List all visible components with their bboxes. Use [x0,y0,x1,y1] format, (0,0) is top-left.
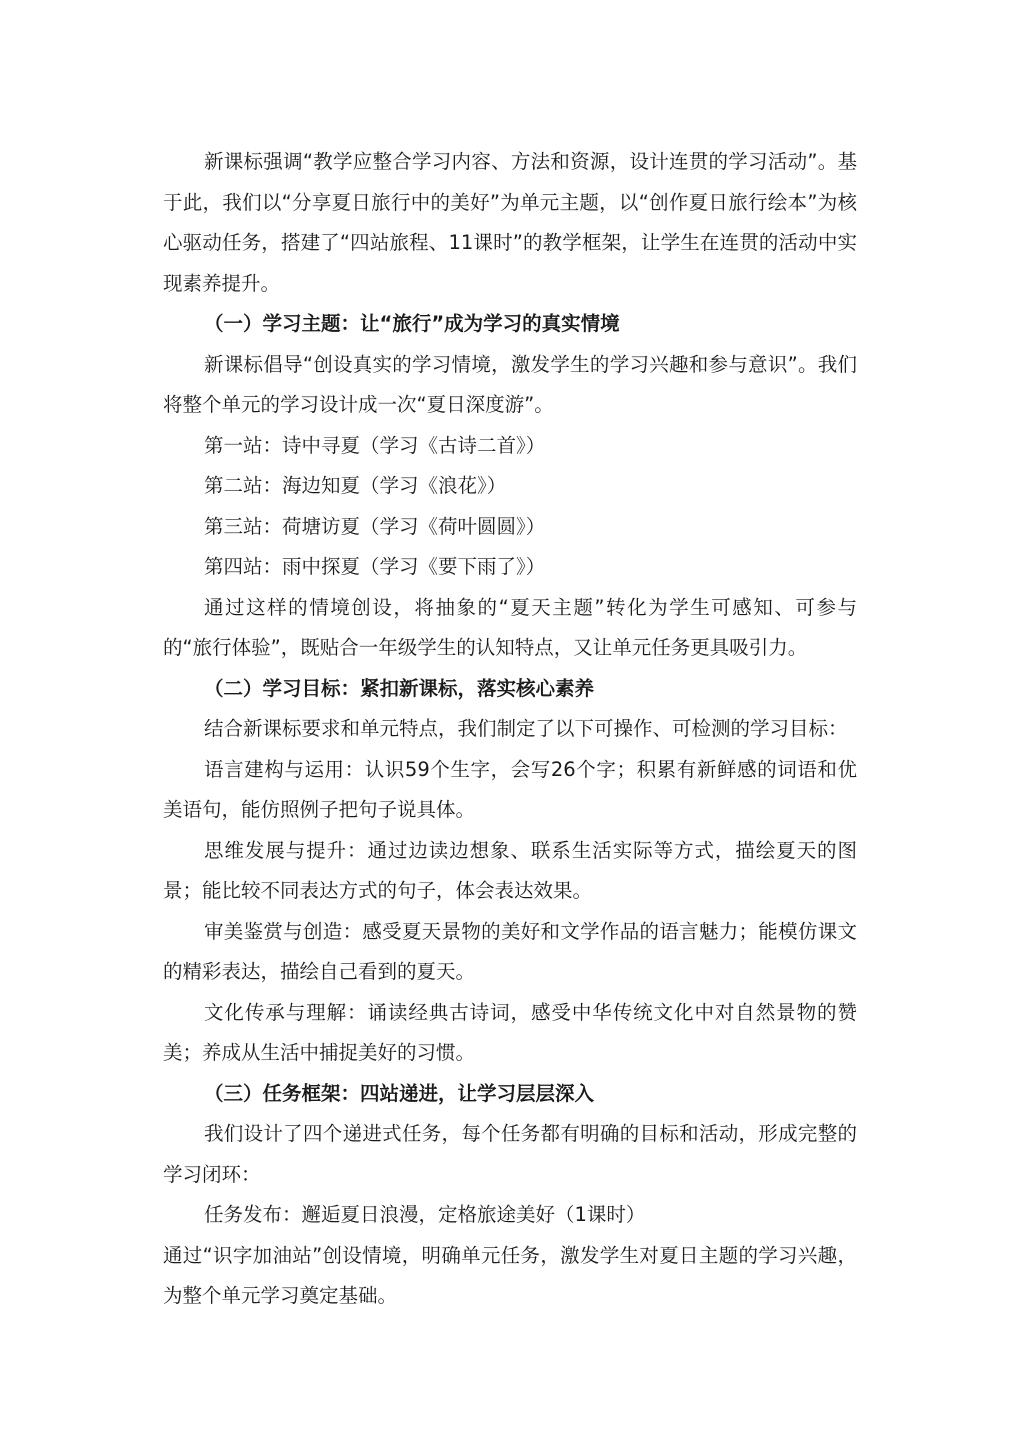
section2-heading: （二）学习目标：紧扣新课标，落实核心素养 [204,676,595,700]
section1-summary: 通过这样的情境创设，将抽象的“夏天主题”转化为学生可感知、可参与的“旅行体验”，既贴合一年级学生的认知特点，又让单元任务更具吸引力。 [163,595,857,659]
section1-paragraph: 新课标倡导“创设真实的学习情境，激发学生的学习兴趣和参与意识”。我们将整个单元的学习设计成一次“夏日深度游”。 [163,352,857,416]
task-description: 通过“识字加油站”创设情境，明确单元任务，激发学生对夏日主题的学习兴趣，为整个单元学习奠定基础。 [163,1243,857,1307]
station-2: 第二站：海边知夏（学习《浪花》） [204,474,507,497]
section3-heading: （三）任务框架：四站递进，让学习层层深入 [204,1081,595,1105]
goal-thinking: 思维发展与提升：通过边读边想象、联系生活实际等方式，描绘夏天的图景；能比较不同表达方式的句子，体会表达效果。 [163,838,857,902]
section2-paragraph: 结合新课标要求和单元特点，我们制定了以下可操作、可检测的学习目标： [204,717,848,740]
station-1: 第一站：诗中寻夏（学习《古诗二首》） [204,433,546,457]
goal-culture: 文化传承与理解：诵读经典古诗词，感受中华传统文化中对自然景物的赞美；养成从生活中捕捉美好的习惯。 [163,1000,857,1064]
document-page [163,142,857,1317]
section3-paragraph: 我们设计了四个递进式任务，每个任务都有明确的目标和活动，形成完整的学习闭环： [163,1122,857,1186]
task-title: 任务发布：邂逅夏日浪漫，定格旅途美好（1课时） [204,1203,646,1226]
station-3: 第三站：荷塘访夏（学习《荷叶圆圆》） [204,514,546,538]
station-4: 第四站：雨中探夏（学习《要下雨了》） [204,555,546,578]
section1-heading: （一）学习主题：让“旅行”成为学习的真实情境 [204,312,620,335]
intro-paragraph: 新课标强调“教学应整合学习内容、方法和资源，设计连贯的学习活动”。基于此，我们以“分享夏日旅行中的美好”为单元主题，以“创作夏日旅行绘本”为核心驱动任务，搭建了“四站旅程、11课时”的教学框架，让学生在连贯的活动中实现素养提升。 [163,150,857,295]
goal-aesthetics: 审美鉴赏与创造：感受夏天景物的美好和文学作品的语言魅力；能模仿课文的精彩表达，描绘自己看到的夏天。 [163,919,857,983]
goal-language: 语言建构与运用：认识59个生字，会写26个字；积累有新鲜感的词语和优美语句，能仿照例子把句子说具体。 [163,757,857,821]
